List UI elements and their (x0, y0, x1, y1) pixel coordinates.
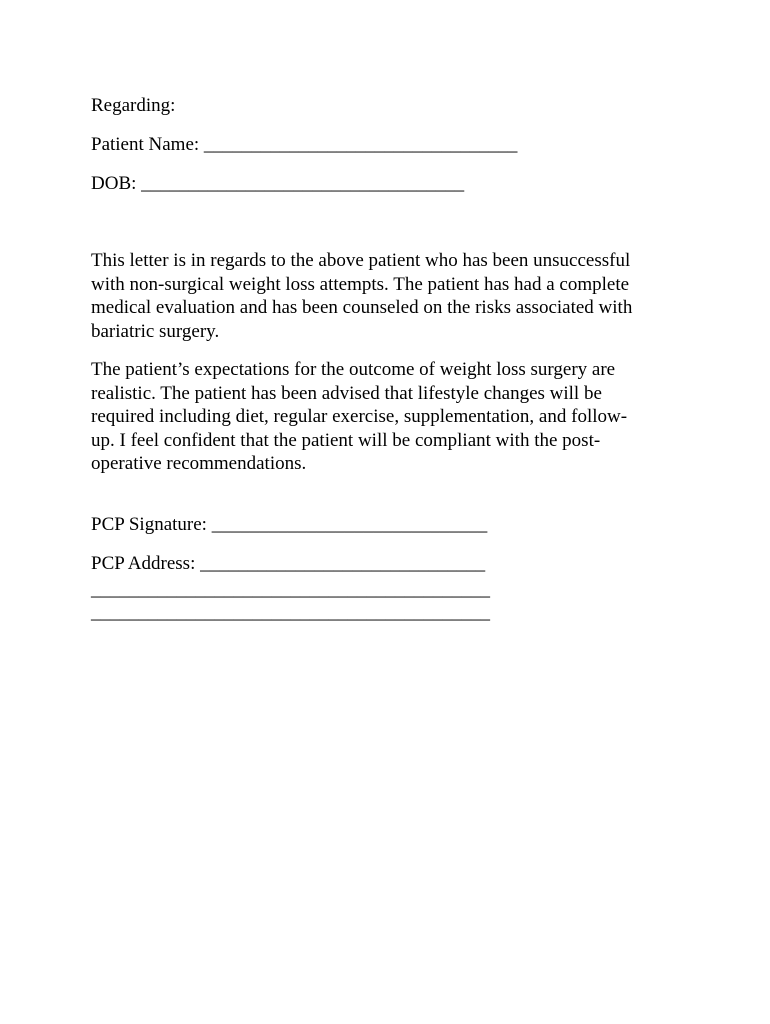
paragraph-line: with non-surgical weight loss attempts. The patient has had a complete (91, 273, 630, 295)
paragraph-line: required including diet, regular exercise, supplementation, and follow- (91, 406, 628, 427)
pcp-address-field-3[interactable]: __________________________________________ (91, 602, 490, 623)
paragraph-line: operative recommendations. (91, 453, 307, 474)
regarding-heading (91, 94, 175, 117)
dob-field[interactable]: __________________________________ (141, 173, 465, 194)
pcp-address-field-2[interactable]: __________________________________________ (91, 579, 490, 600)
paragraph-line: bariatric surgery. (91, 320, 220, 342)
letter-paragraph-1 (91, 249, 691, 343)
pcp-address-field[interactable]: ______________________________ (200, 553, 486, 574)
pcp-signature-row (91, 513, 487, 536)
dob-row (91, 172, 464, 195)
paragraph-line: up. I feel confident that the patient will be compliant with the post- (91, 429, 601, 451)
paragraph-line: This letter is in regards to the above patient who has been unsuccessful (91, 250, 631, 271)
regarding-label: Regarding: (91, 95, 176, 116)
pcp-signature-field[interactable]: _____________________________ (211, 514, 488, 535)
patient-name-label: Patient Name: (91, 134, 200, 155)
paragraph-line: medical evaluation and has been counseled on the risks associated with (91, 297, 633, 318)
patient-name-row (91, 133, 517, 156)
pcp-signature-label: PCP Signature: (91, 514, 207, 535)
paragraph-line: The patient’s expectations for the outcome of weight loss surgery are (91, 359, 616, 380)
dob-label: DOB: (91, 173, 137, 194)
pcp-address-label: PCP Address: (91, 553, 196, 574)
pcp-address-line-3 (91, 601, 490, 624)
patient-name-field[interactable]: _________________________________ (203, 134, 518, 155)
pcp-address-line-2 (91, 578, 490, 601)
pcp-address-row (91, 552, 485, 575)
letter-paragraph-2 (91, 358, 691, 476)
paragraph-line: realistic. The patient has been advised that lifestyle changes will be (91, 382, 602, 404)
